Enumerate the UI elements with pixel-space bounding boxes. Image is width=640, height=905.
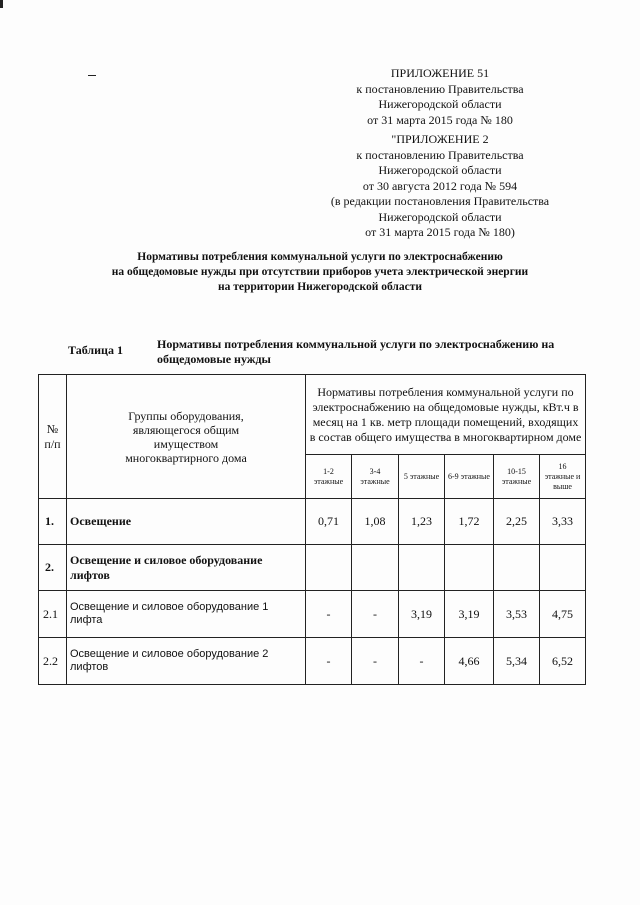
appendix-2-line: Нижегородской области	[378, 209, 502, 224]
row-value: -	[306, 638, 352, 685]
row-value: 1,08	[352, 499, 399, 545]
row-value: -	[306, 591, 352, 638]
appendix-2-line: от 30 августа 2012 года № 594	[362, 178, 518, 193]
scan-speck	[0, 0, 3, 8]
floor-column-header: 6-9 этажные	[445, 455, 494, 499]
header-norm: Нормативы потребления коммунальной услуги по электроснабжению на общедомовые нужды, кВт.ч в месяц на 1 кв. метр площади помещений, входящих в состав общего имущества в многоквартирном доме	[306, 375, 586, 455]
appendix-2-block	[300, 132, 580, 241]
norms-table	[38, 374, 586, 685]
appendix-51-line: к постановлению Правительства	[356, 81, 524, 96]
row-name: Освещение	[67, 499, 306, 545]
table-row	[39, 638, 586, 685]
appendix-2-line: к постановлению Правительства	[356, 147, 524, 162]
header-group	[67, 375, 306, 499]
header-num: № п/п	[39, 375, 67, 499]
row-value	[306, 545, 352, 591]
row-value: 1,72	[445, 499, 494, 545]
table-caption: Нормативы потребления коммунальной услуги по электроснабжению на общедомовые нужды	[157, 337, 555, 366]
row-value: 3,53	[494, 591, 540, 638]
floor-column-header: 10-15 этажные	[494, 455, 540, 499]
table-label: Таблица 1	[68, 343, 123, 357]
header-group-text: Группы оборудования, являющегося общим имуществом многоквартирного дома	[125, 408, 247, 465]
row-value: 4,66	[445, 638, 494, 685]
row-number: 1.	[39, 499, 67, 545]
row-value: 3,19	[445, 591, 494, 638]
appendix-2-title: "ПРИЛОЖЕНИЕ 2	[391, 132, 489, 146]
document-title	[60, 250, 580, 295]
floor-column-header: 16 этажные и выше	[540, 455, 586, 499]
appendix-51-line: от 31 марта 2015 года № 180	[367, 112, 513, 127]
row-value	[494, 545, 540, 591]
appendix-51-block	[300, 66, 580, 128]
table-row	[39, 499, 586, 545]
appendix-51-title: ПРИЛОЖЕНИЕ 51	[390, 66, 490, 80]
row-value: 4,75	[540, 591, 586, 638]
document-title-line: Нормативы потребления коммунальной услуги по электроснабжению	[137, 251, 503, 263]
row-value: 6,52	[540, 638, 586, 685]
appendix-2-line: (в редакции постановления Правительства	[330, 194, 550, 208]
row-value: 5,34	[494, 638, 540, 685]
row-value	[540, 545, 586, 591]
row-value: -	[399, 638, 445, 685]
floor-column-header: 3-4 этажные	[352, 455, 399, 499]
scan-speck	[88, 75, 96, 76]
row-value: 1,23	[399, 499, 445, 545]
row-value	[445, 545, 494, 591]
table-row	[39, 545, 586, 591]
row-name: Освещение и силовое оборудование 1 лифта	[67, 591, 306, 638]
row-value: -	[352, 591, 399, 638]
row-value: 2,25	[494, 499, 540, 545]
row-value	[399, 545, 445, 591]
row-number: 2.2	[39, 638, 67, 685]
table-header-row	[39, 375, 586, 455]
row-name: Освещение и силовое оборудование 2 лифтов	[67, 638, 306, 685]
row-number: 2.	[39, 545, 67, 591]
row-value	[352, 545, 399, 591]
appendix-51-line: Нижегородской области	[378, 97, 502, 111]
row-value: -	[352, 638, 399, 685]
appendix-2-line: от 31 марта 2015 года № 180)	[365, 225, 515, 239]
row-value: 0,71	[306, 499, 352, 545]
row-value: 3,19	[399, 591, 445, 638]
row-number: 2.1	[39, 591, 67, 638]
table-row	[39, 591, 586, 638]
document-title-line: на территории Нижегородской области	[218, 281, 422, 293]
floor-column-header: 5 этажные	[399, 455, 445, 499]
floor-column-header: 1-2 этажные	[306, 455, 352, 499]
row-value: 3,33	[540, 499, 586, 545]
row-name: Освещение и силовое оборудование лифтов	[67, 545, 306, 591]
appendix-2-line: Нижегородской области	[378, 163, 502, 177]
document-title-line: на общедомовые нужды при отсутствии приборов учета электрической энергии	[111, 266, 529, 278]
